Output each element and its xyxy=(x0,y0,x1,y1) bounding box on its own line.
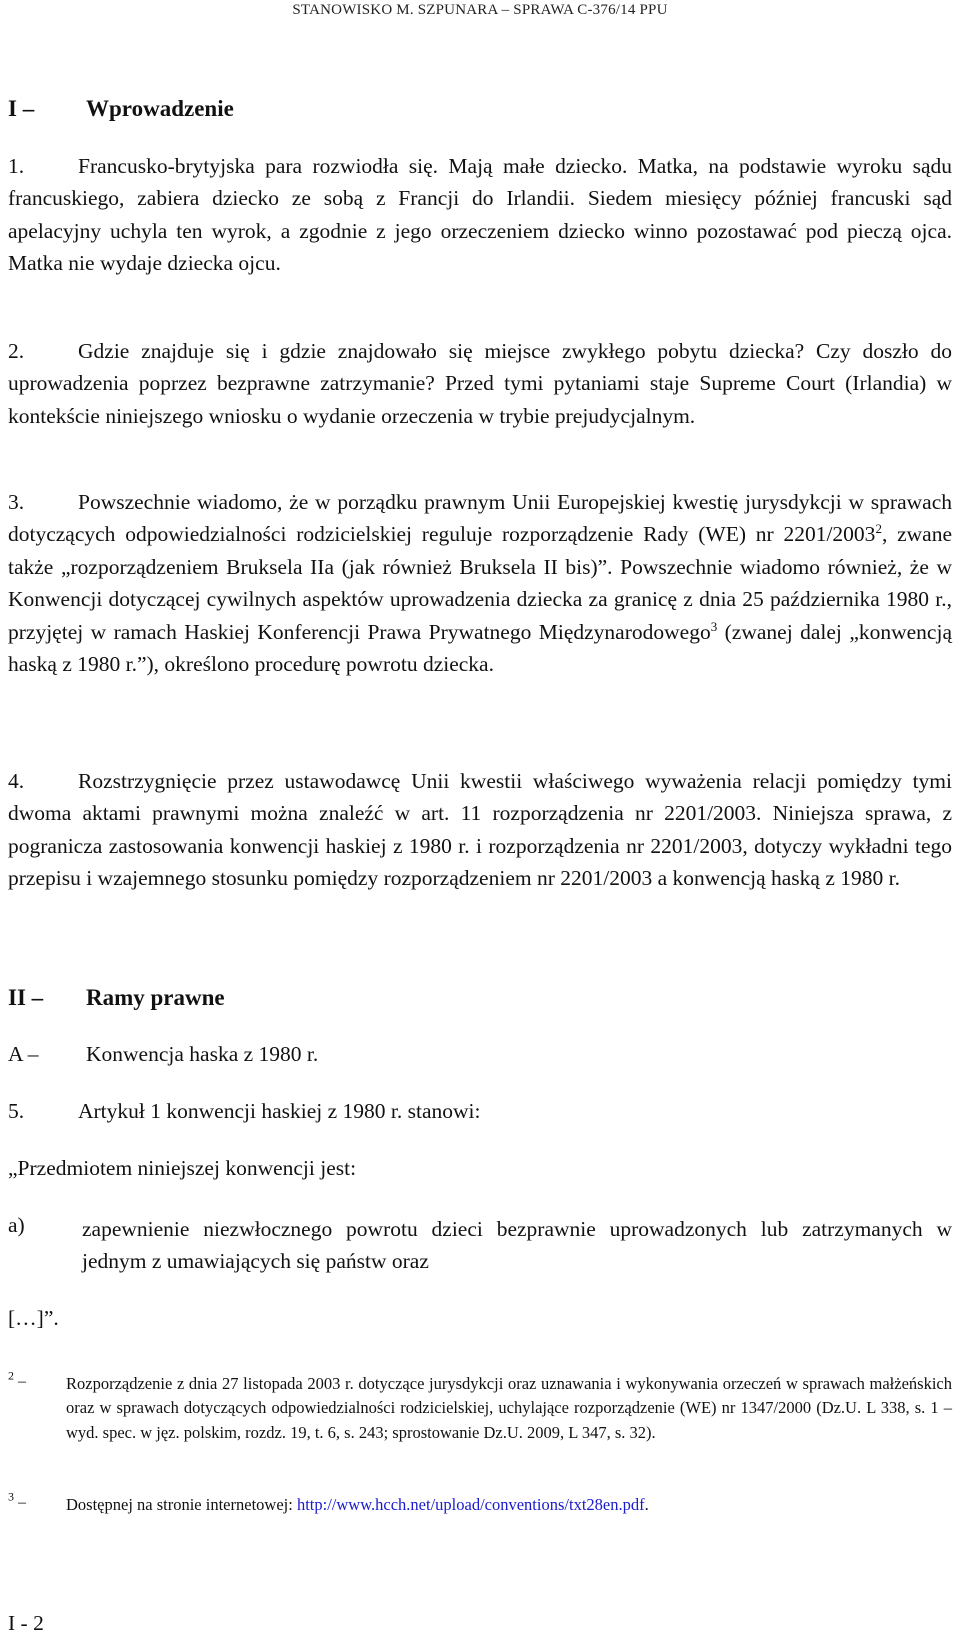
convention-link[interactable]: http://www.hcch.net/upload/conventions/txt28en.pdf xyxy=(296,1495,645,1514)
footnote-marker xyxy=(8,1368,26,1391)
quote-item-label: a) xyxy=(8,1213,25,1237)
footnote-2-text: Rozporządzenie z dnia 27 listopada 2003 r. dotyczące jurysdykcji oraz uznawania i wykonywania orzeczeń w sprawach małżeńskich oraz w sprawach dotyczących odpowiedzialności rodzicielskiej, uchylające rozporządzenie (WE) nr 1347/2000 (Dz.U. L 338, s. 1 – wyd. spec. w jęz. polskim, rozdz. 19, t. 6, s. 243; sprostowanie Dz.U. 2009, L 347, s. 32). xyxy=(66,1374,952,1442)
running-header: STANOWISKO M. SZPUNARA – SPRAWA C-376/14 PPU xyxy=(292,2,668,18)
paragraph-text: Powszechnie wiadomo, że w porządku prawnym Unii Europejskiej kwestię jurysdykcji w sprawach dotyczących odpowiedzialności rodzicielskiej reguluje rozporządzenie Rady (WE) nr 2201/2003 xyxy=(8,490,952,547)
paragraph-number: 1. xyxy=(8,154,25,178)
subsection-title: Konwencja haska z 1980 r. xyxy=(86,1042,319,1066)
paragraph-text: Rozstrzygnięcie przez ustawodawcę Unii kwestii właściwego wyważenia relacji pomiędzy tymi dwoma aktami prawnymi można znaleźć w art. 11 rozporządzenia nr 2201/2003. Niniejsza sprawa, z pogranicza zastosowania konwencji haskiej z 1980 r. i rozporządzenia nr 2201/2003, dotyczy wykładni tego przepisu i wzajemnego stosunku pomiędzy rozporządzeniem nr 2201/2003 a konwencją haską z 1980 r. xyxy=(8,769,952,891)
paragraph-5 xyxy=(8,1099,480,1124)
paragraph-text: Artykuł 1 konwencji haskiej z 1980 r. stanowi: xyxy=(78,1099,481,1123)
footnote-text: Dostępnej na stronie internetowej: xyxy=(66,1495,297,1514)
footnote-ref[interactable]: 2 xyxy=(875,521,882,537)
paragraph-number: 5. xyxy=(8,1099,25,1123)
footnote-ref[interactable]: 3 xyxy=(710,618,718,634)
section-title: Ramy prawne xyxy=(86,985,225,1010)
subsection-heading xyxy=(8,1042,318,1067)
section-number: I – xyxy=(8,96,35,121)
paragraph-number: 3. xyxy=(8,490,25,514)
section-title: Wprowadzenie xyxy=(86,96,234,121)
paragraph-text: , zwane także „rozporządzeniem Bruksela IIa (jak również Bruksela II bis)”. Powszechnie wiadomo również, że w Konwencji dotyczącej cywilnych aspektów uprowadzenia dziecka za granicę z dnia 25 października 1980 r., przyjętej w ramach Haskiej Konferencji Prawa Prywatnego Międzynarodowego xyxy=(8,522,952,644)
footnote-marker xyxy=(8,1489,26,1512)
paragraph-text: (zwanej dalej „konwencją haską z 1980 r.”), określono procedurę powrotu dziecka. xyxy=(8,619,952,677)
footnote-dash: – xyxy=(18,1373,26,1390)
paragraph-text: Francusko-brytyjska para rozwiodła się. Mają małe dziecko. Matka, na podstawie wyroku sądu francuskiego, zabiera dziecko ze sobą z Francji do Irlandii. Siedem miesięcy później francuski sąd apelacyjny uchyla ten wyrok, a zgodnie z jego orzeczeniem dziecko winno pozostawać pod pieczą ojca. Matka nie wydaje dziecka ojcu. xyxy=(8,154,952,276)
section-number: II – xyxy=(8,985,44,1010)
paragraph-2 xyxy=(8,335,952,432)
footnote-number: 3 xyxy=(8,1489,14,1504)
paragraph-number: 2. xyxy=(8,339,25,363)
quote-item-text: zapewnienie niezwłocznego powrotu dzieci bezprawnie uprowadzonych lub zatrzymanych w jednym z umawiających się państw oraz xyxy=(82,1217,952,1273)
paragraph-1 xyxy=(8,150,952,280)
paragraph-3 xyxy=(8,486,952,680)
footnote-3-text xyxy=(66,1493,952,1517)
quote-ellipsis: […]”. xyxy=(8,1306,59,1330)
page-number: I - 2 xyxy=(8,1611,44,1635)
paragraph-text: Gdzie znajduje się i gdzie znajdowało się miejsce zwykłego pobytu dziecka? Czy doszło do uprowadzenia poprzez bezprawne zatrzymanie? Przed tymi pytaniami staje Supreme Court (Irlandia) w kontekście niniejszego wniosku o wydanie orzeczenia w trybie prejudycjalnym. xyxy=(8,339,952,428)
footnote-dash: – xyxy=(18,1494,26,1511)
paragraph-4 xyxy=(8,765,952,895)
footnote-number: 2 xyxy=(8,1368,14,1383)
footnote-tail: . xyxy=(644,1495,649,1514)
subsection-number: A – xyxy=(8,1042,39,1066)
quote-intro: „Przedmiotem niniejszej konwencji jest: xyxy=(8,1156,357,1180)
paragraph-number: 4. xyxy=(8,769,25,793)
